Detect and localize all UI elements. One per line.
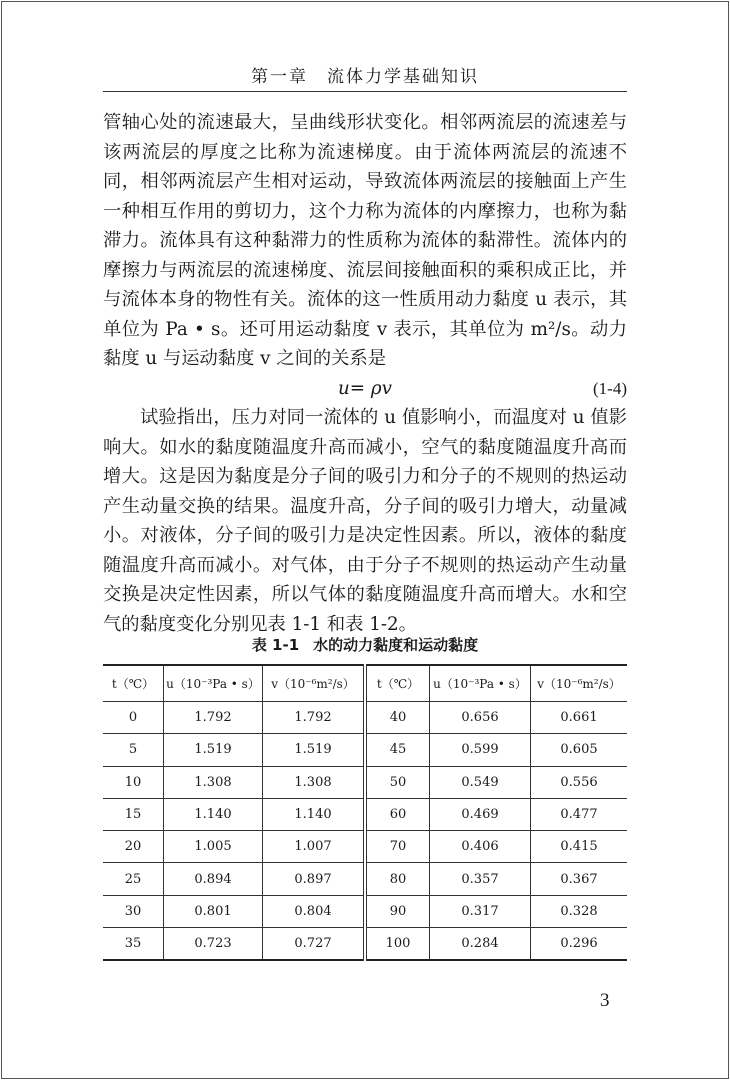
table-cell: 15 bbox=[103, 798, 164, 830]
table-cell: 0.317 bbox=[430, 895, 531, 927]
table-cell: 1.005 bbox=[164, 831, 263, 863]
table-cell: 0 bbox=[103, 702, 164, 734]
table-cell: 1.007 bbox=[263, 831, 366, 863]
table-cell: 0.804 bbox=[263, 895, 366, 927]
viscosity-table bbox=[103, 664, 627, 961]
table-cell: 0.801 bbox=[164, 895, 263, 927]
formula: u= ρv bbox=[338, 377, 392, 399]
header-cell: v（10⁻⁶m²/s） bbox=[263, 665, 366, 702]
table-cell: 1.140 bbox=[263, 798, 366, 830]
table-cell: 0.296 bbox=[531, 928, 628, 961]
table-cell: 0.605 bbox=[531, 734, 628, 766]
table-cell: 0.328 bbox=[531, 895, 628, 927]
table-cell: 45 bbox=[365, 734, 430, 766]
table-cell: 0.727 bbox=[263, 928, 366, 961]
table-cell: 0.599 bbox=[430, 734, 531, 766]
table-row bbox=[103, 831, 627, 863]
table-caption-title: 水的动力黏度和运动黏度 bbox=[313, 636, 479, 654]
header-rule bbox=[103, 91, 627, 92]
table-row bbox=[103, 863, 627, 895]
paragraph-1: 管轴心处的流速最大，呈曲线形状变化。相邻两流层的流速差与该两流层的厚度之比称为流速梯度。由于流体两流层的流速不同，相邻两流层产生相对运动，导致流体两流层的接触面上产生一种相互作用的剪切力，这个力称为流体的内摩擦力，也称为黏滞力。流体具有这种黏滞力的性质称为流体的黏滞性。流体内的摩擦力与两流层的流速梯度、流层间接触面积的乘积成正比，并与流体本身的物性有关。流体的这一性质用动力黏度 u 表示，其单位为 Pa • s。还可用运动黏度 v 表示，其单位为 m²/s。动力黏度 u 与运动黏度 v 之间的关系是 bbox=[103, 112, 627, 369]
table-cell: 0.367 bbox=[531, 863, 628, 895]
running-head: 第一章 流体力学基础知识 bbox=[251, 67, 479, 87]
table-cell: 0.894 bbox=[164, 863, 263, 895]
header-cell: t（℃） bbox=[365, 665, 430, 702]
table-cell: 60 bbox=[365, 798, 430, 830]
table-cell: 30 bbox=[103, 895, 164, 927]
table-cell: 1.519 bbox=[263, 734, 366, 766]
table-cell: 1.792 bbox=[164, 702, 263, 734]
table-cell: 0.469 bbox=[430, 798, 531, 830]
table-cell: 0.549 bbox=[430, 766, 531, 798]
table-row bbox=[103, 702, 627, 734]
table-header-row bbox=[103, 665, 627, 702]
table-cell: 25 bbox=[103, 863, 164, 895]
table-cell: 0.415 bbox=[531, 831, 628, 863]
table-cell: 0.477 bbox=[531, 798, 628, 830]
table-row bbox=[103, 766, 627, 798]
equation-number: (1-4) bbox=[593, 378, 627, 398]
header-cell: v（10⁻⁶m²/s） bbox=[531, 665, 628, 702]
paragraph-2: 试验指出，压力对同一流体的 u 值影响小，而温度对 u 值影响大。如水的黏度随温度升高而减小，空气的黏度随温度升高而增大。这是因为黏度是分子间的吸引力和分子的不规则的热运动产生动量交换的结果。温度升高，分子间的吸引力增大，动量减小。对液体，分子间的吸引力是决定性因素。所以，液体的黏度随温度升高而减小。对气体，由于分子不规则的热运动产生动量交换是决定性因素，所以气体的黏度随温度升高而增大。水和空气的黏度变化分别见表 1-1 和表 1-2。 bbox=[103, 407, 627, 635]
table-cell: 1.792 bbox=[263, 702, 366, 734]
table-cell: 90 bbox=[365, 895, 430, 927]
table-cell: 35 bbox=[103, 928, 164, 961]
table-cell: 0.897 bbox=[263, 863, 366, 895]
table-cell: 0.556 bbox=[531, 766, 628, 798]
header-cell: u（10⁻³Pa • s） bbox=[164, 665, 263, 702]
header-cell: t（℃） bbox=[103, 665, 164, 702]
table-cell: 40 bbox=[365, 702, 430, 734]
table-cell: 0.357 bbox=[430, 863, 531, 895]
table-cell: 1.140 bbox=[164, 798, 263, 830]
table-cell: 50 bbox=[365, 766, 430, 798]
table-cell: 20 bbox=[103, 831, 164, 863]
page-number: 3 bbox=[600, 990, 610, 1011]
table-cell: 0.406 bbox=[430, 831, 531, 863]
body-text bbox=[103, 108, 627, 639]
table-cell: 0.661 bbox=[531, 702, 628, 734]
table-cell: 5 bbox=[103, 734, 164, 766]
formula-row bbox=[103, 374, 627, 404]
table-cell: 100 bbox=[365, 928, 430, 961]
table-cell: 1.519 bbox=[164, 734, 263, 766]
table-cell: 0.284 bbox=[430, 928, 531, 961]
table-cell: 0.723 bbox=[164, 928, 263, 961]
table-cell: 10 bbox=[103, 766, 164, 798]
table-row bbox=[103, 734, 627, 766]
table-row bbox=[103, 928, 627, 961]
table-cell: 1.308 bbox=[263, 766, 366, 798]
table-caption bbox=[103, 634, 627, 655]
header-cell: u（10⁻³Pa • s） bbox=[430, 665, 531, 702]
table-cell: 0.656 bbox=[430, 702, 531, 734]
table-caption-number: 表 1-1 bbox=[251, 636, 300, 654]
table-cell: 70 bbox=[365, 831, 430, 863]
table-row bbox=[103, 798, 627, 830]
table-cell: 1.308 bbox=[164, 766, 263, 798]
table-row bbox=[103, 895, 627, 927]
table-cell: 80 bbox=[365, 863, 430, 895]
